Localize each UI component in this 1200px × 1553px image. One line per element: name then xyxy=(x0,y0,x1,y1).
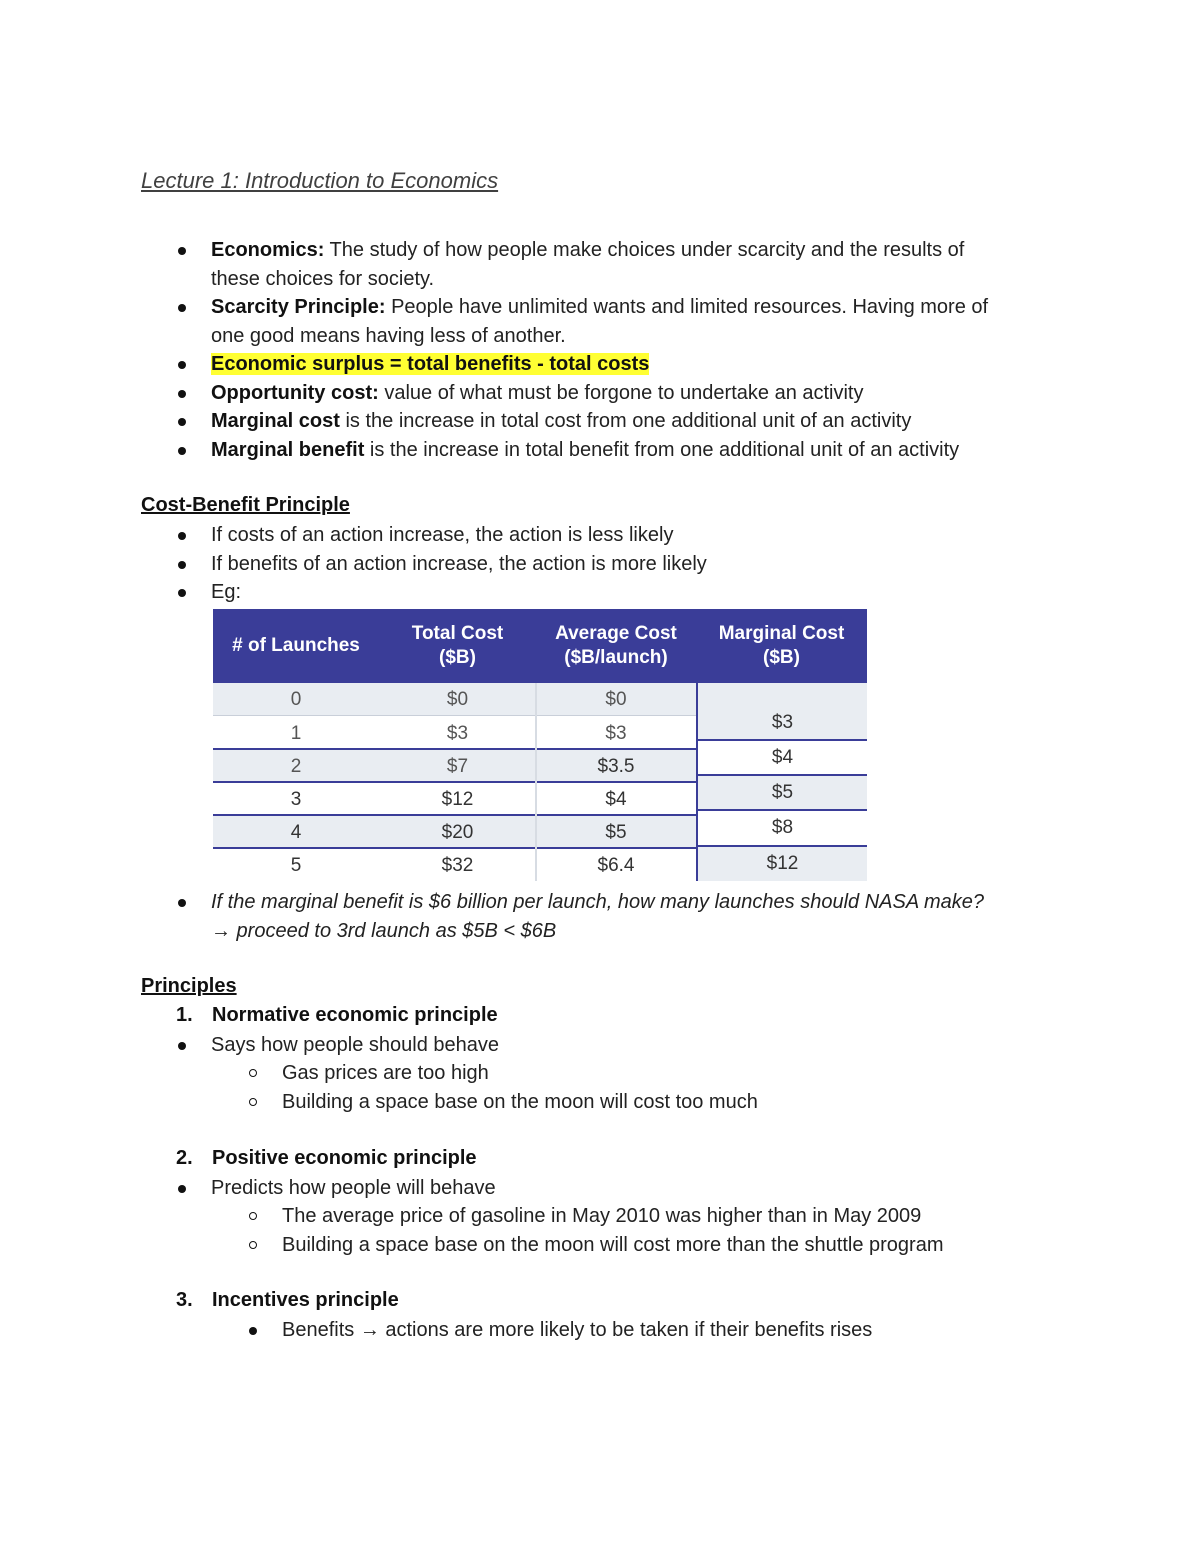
table-cell: $3 xyxy=(698,683,867,740)
row-divider xyxy=(213,847,696,849)
list-item: Marginal cost is the increase in total cost from one additional unit of an activity xyxy=(141,407,1101,436)
table-cell: $12 xyxy=(441,788,474,810)
principle-3-heading: 3. Incentives principle xyxy=(176,1289,399,1311)
table-cell: $7 xyxy=(379,750,536,783)
cost-table xyxy=(213,609,867,881)
sub-bullet-icon xyxy=(249,1069,257,1077)
table-cell: $0 xyxy=(379,683,536,716)
row-divider xyxy=(213,748,696,750)
table-header-launches: # of Launches xyxy=(213,609,379,683)
table-header-marginal-cost: Marginal Cost ($B) xyxy=(696,609,867,683)
list-item: Economics: The study of how people make choices under scarcity and the results of these choices for society. xyxy=(141,236,1101,293)
list-item: Building a space base on the moon will cost more than the shuttle program xyxy=(212,1231,1112,1260)
table-cell: 1 xyxy=(290,722,302,744)
table-cell: 0 xyxy=(213,683,379,716)
table-cell: $3 xyxy=(605,722,627,744)
bullet-icon xyxy=(178,447,186,455)
principle-2-heading: 2. Positive economic principle xyxy=(176,1147,477,1169)
section-heading-principles: Principles xyxy=(141,975,237,997)
table-cell: $4 xyxy=(605,788,627,810)
table-cell: 3 xyxy=(290,788,302,810)
bullet-icon xyxy=(249,1327,257,1335)
table-cell: $32 xyxy=(441,854,474,876)
bullet-icon xyxy=(178,247,186,255)
list-item xyxy=(141,350,1101,379)
table-cell: $0 xyxy=(536,683,696,716)
principle-2-sublist xyxy=(212,1202,1112,1259)
principle-1-heading: 1. Normative economic principle xyxy=(176,1004,498,1026)
table-cell: 4 xyxy=(213,816,379,849)
question-list xyxy=(141,888,1101,945)
highlighted-definition: Economic surplus = total benefits - total costs xyxy=(211,353,650,375)
row-divider xyxy=(698,739,867,741)
bullet-icon xyxy=(178,532,186,540)
list-item: Gas prices are too high xyxy=(212,1059,1112,1088)
list-item: Scarcity Principle: People have unlimited wants and limited resources. Having more of one good means having less of another. xyxy=(141,293,1101,350)
table-cell: $8 xyxy=(771,816,794,838)
row-divider xyxy=(698,809,867,811)
bullet-icon xyxy=(178,304,186,312)
list-item: Benefits → actions are more likely to be taken if their benefits rises xyxy=(212,1316,1112,1345)
list-item: Predicts how people will behave xyxy=(141,1174,1101,1203)
principle-1-list xyxy=(141,1031,1101,1060)
row-divider xyxy=(213,781,696,783)
bullet-icon xyxy=(178,361,186,369)
column-divider xyxy=(535,683,537,881)
bullet-icon xyxy=(178,899,186,907)
table-cell: $6.4 xyxy=(597,854,635,876)
table-cell: $12 xyxy=(698,847,867,881)
principle-1-sublist xyxy=(212,1059,1112,1116)
bullet-icon xyxy=(178,418,186,426)
table-header-total-cost: Total Cost ($B) xyxy=(379,609,536,683)
sub-bullet-icon xyxy=(249,1098,257,1106)
list-item: Says how people should behave xyxy=(141,1031,1101,1060)
table-cell: $5 xyxy=(698,776,867,809)
list-item: Building a space base on the moon will cost too much xyxy=(212,1088,1112,1117)
row-divider xyxy=(698,845,867,847)
row-divider xyxy=(213,715,696,716)
bullet-icon xyxy=(178,390,186,398)
principle-3-sublist xyxy=(212,1316,1112,1345)
principle-2-list xyxy=(141,1174,1101,1203)
bullet-icon xyxy=(178,1185,186,1193)
column-divider xyxy=(696,683,698,881)
list-item: If costs of an action increase, the action is less likely xyxy=(141,521,1101,550)
list-item: If the marginal benefit is $6 billion per launch, how many launches should NASA make? → proceed to 3rd launch as $5B < $6B xyxy=(141,888,1101,945)
bullet-icon xyxy=(178,1042,186,1050)
sub-bullet-icon xyxy=(249,1212,257,1220)
definitions-list xyxy=(141,236,1101,464)
section-heading-cost-benefit: Cost-Benefit Principle xyxy=(141,494,350,516)
table-cell: 2 xyxy=(213,750,379,783)
table-cell: $20 xyxy=(379,816,536,849)
list-item: Eg: xyxy=(141,578,1101,607)
list-item: Marginal benefit is the increase in total benefit from one additional unit of an activity xyxy=(141,436,1101,465)
table-cell: $5 xyxy=(536,816,696,849)
sub-bullet-icon xyxy=(249,1241,257,1249)
table-cell: 5 xyxy=(290,854,302,876)
list-item: If benefits of an action increase, the action is more likely xyxy=(141,550,1101,579)
table-cell: $3.5 xyxy=(536,750,696,783)
list-item: The average price of gasoline in May 2010 was higher than in May 2009 xyxy=(212,1202,1112,1231)
row-divider xyxy=(213,814,696,816)
cost-benefit-list xyxy=(141,521,1101,607)
bullet-icon xyxy=(178,561,186,569)
page-title: Lecture 1: Introduction to Economics xyxy=(141,168,499,193)
row-divider xyxy=(698,774,867,776)
bullet-icon xyxy=(178,589,186,597)
table-header-average-cost: Average Cost ($B/launch) xyxy=(536,609,696,683)
table-cell: $4 xyxy=(771,746,794,768)
table-cell: $3 xyxy=(446,722,469,744)
list-item: Opportunity cost: value of what must be forgone to undertake an activity xyxy=(141,379,1101,408)
